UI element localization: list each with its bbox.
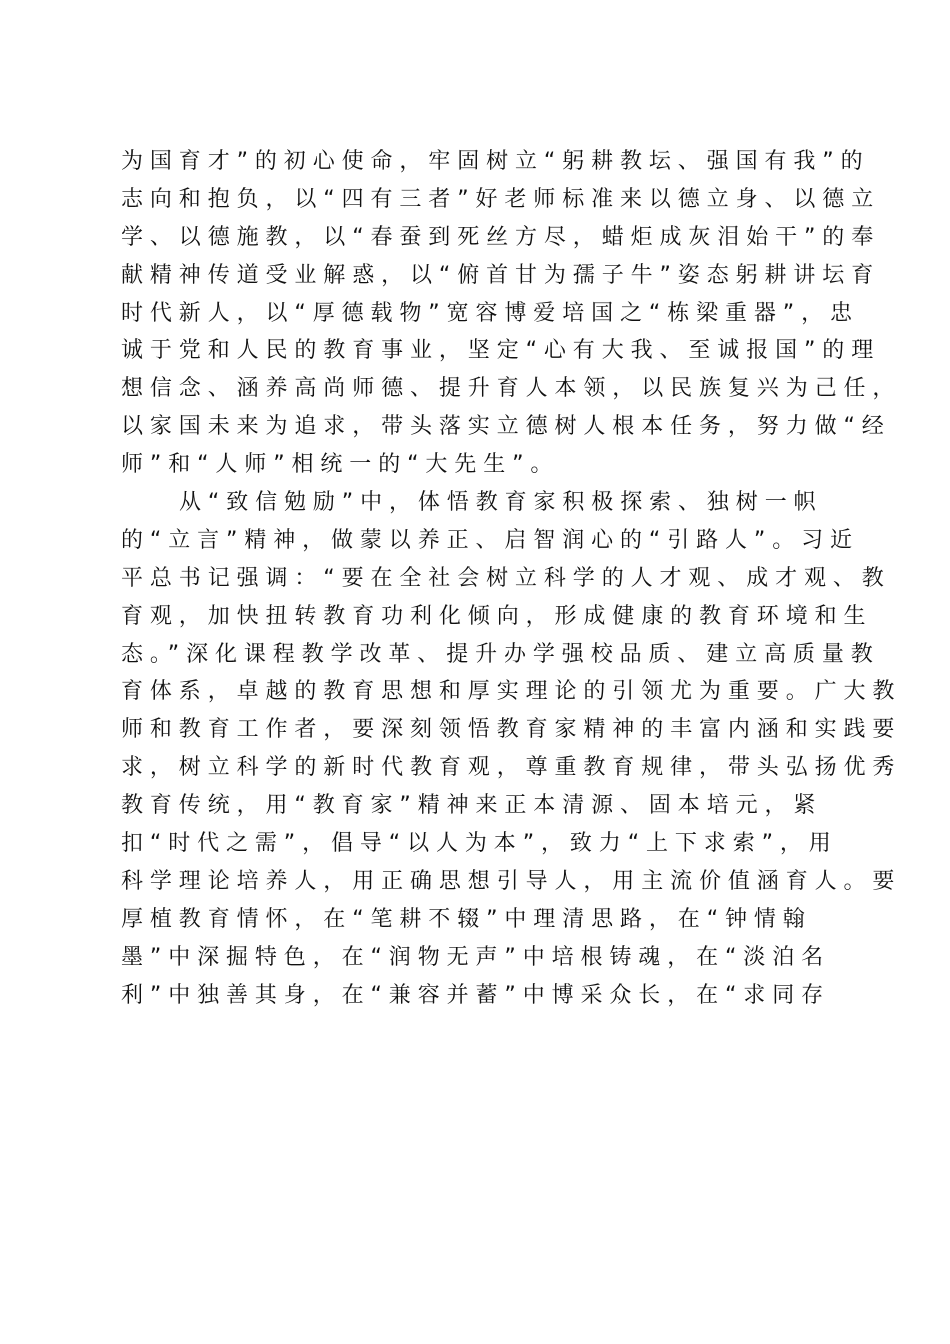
paragraph-2 [121, 484, 902, 1014]
text-line: 态。”深化课程教学改革、提升办学强校品质、建立高质量教 [121, 641, 880, 667]
text-line: 的“立言”精神，做蒙以养正、启智润心的“引路人”。习近 [121, 527, 859, 553]
text-line: 为国育才”的初心使命，牢固树立“躬耕教坛、强国有我”的 [121, 149, 870, 174]
text-line: 志向和抱负，以“四有三者”好老师标准来以德立身、以德立 [121, 186, 881, 212]
text-line: 科学理论培养人，用正确思想引导人，用主流价值涵育人。要 [121, 868, 902, 894]
text-line: 育观，加快扭转教育功利化倾向，形成健康的教育环境和生 [121, 603, 873, 629]
document-body [121, 143, 902, 1014]
text-line: 师”和“人师”相统一的“大先生”。 [121, 452, 560, 478]
text-line: 时代新人，以“厚德载物”宽容博爱培国之“栋梁重器”，忠 [121, 300, 859, 326]
text-line: 想信念、涵养高尚师德、提升育人本领，以民族复兴为己任， [121, 376, 902, 402]
text-line: 厚植教育情怀，在“笔耕不辍”中理清思路，在“钟情翰 [121, 906, 812, 932]
text-line: 利”中独善其身，在“兼容并蓄”中博采众长，在“求同存 [121, 982, 830, 1008]
paragraph-1 [121, 143, 902, 484]
text-line: 墨”中深掘特色，在“润物无声”中培根铸魂，在“淡泊名 [121, 944, 830, 970]
text-line: 献精神传道受业解惑，以“俯首甘为孺子牛”姿态躬耕讲坛育 [121, 262, 881, 288]
text-line: 师和教育工作者，要深刻领悟教育家精神的丰富内涵和实践要 [121, 717, 902, 743]
text-line: 教育传统，用“教育家”精神来正本清源、固本培元，紧 [121, 793, 823, 819]
text-line: 平总书记强调：“要在全社会树立科学的人才观、成才观、教 [121, 565, 891, 591]
text-line: 诚于党和人民的教育事业，坚定“心有大我、至诚报国”的理 [121, 338, 881, 364]
text-line: 扣“时代之需”，倡导“以人为本”，致力“上下求索”，用 [121, 831, 838, 857]
text-line-first-indented: 从“致信勉励”中，体悟教育家积极探索、独树一帜 [179, 490, 823, 516]
text-line: 以家国未来为追求，带头落实立德树人根本任务，努力做“经 [121, 414, 891, 440]
text-line: 育体系，卓越的教育思想和厚实理论的引领尤为重要。广大教 [121, 679, 902, 705]
text-line: 求，树立科学的新时代教育观，尊重教育规律，带头弘扬优秀 [121, 755, 902, 781]
text-line: 学、以德施教，以“春蚕到死丝方尽，蜡炬成灰泪始干”的奉 [121, 224, 881, 250]
